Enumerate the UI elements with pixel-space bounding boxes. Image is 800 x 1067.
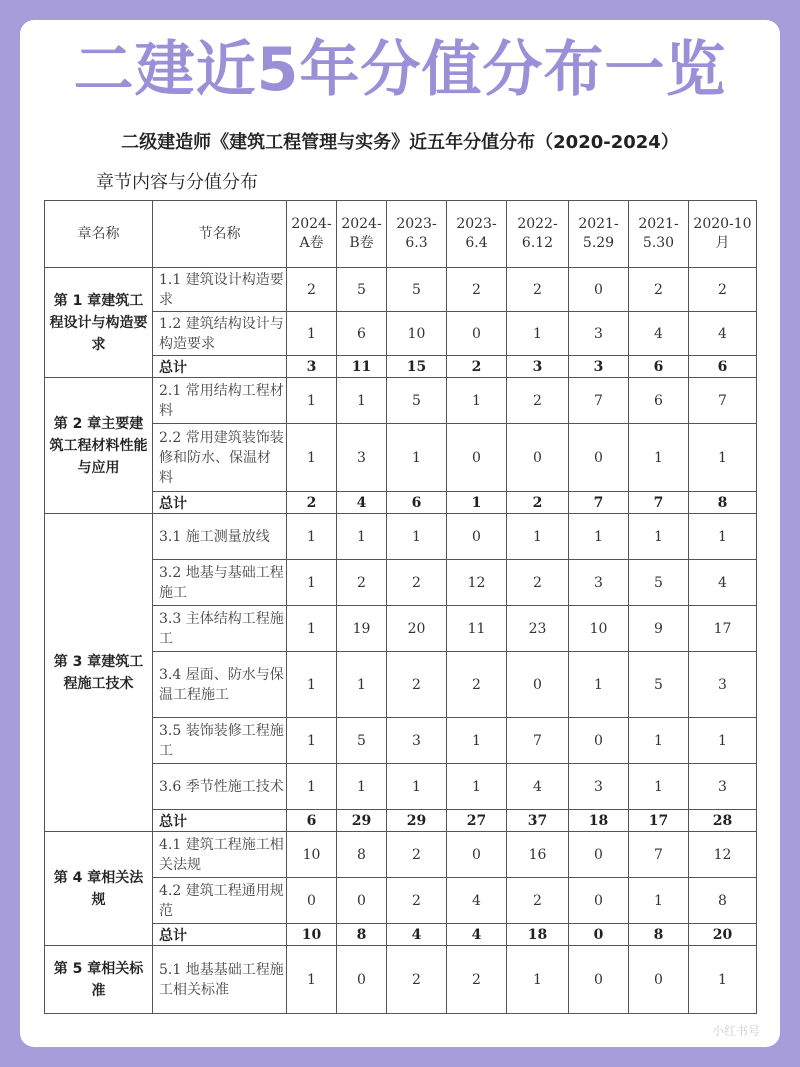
score-cell: 2 xyxy=(689,268,757,312)
score-cell: 2 xyxy=(387,946,447,1014)
score-cell: 0 xyxy=(507,424,569,492)
score-cell: 4 xyxy=(689,560,757,606)
score-cell: 1 xyxy=(689,424,757,492)
total-cell: 4 xyxy=(387,924,447,946)
total-cell: 8 xyxy=(629,924,689,946)
score-cell: 3 xyxy=(387,718,447,764)
score-cell: 5 xyxy=(629,652,689,718)
score-cell: 1 xyxy=(629,514,689,560)
score-cell: 0 xyxy=(447,832,507,878)
chapter-name: 第 1 章建筑工程设计与构造要求 xyxy=(45,268,153,378)
total-cell: 18 xyxy=(569,810,629,832)
score-cell: 2 xyxy=(387,652,447,718)
total-cell: 6 xyxy=(689,356,757,378)
chapter-name: 第 4 章相关法规 xyxy=(45,832,153,946)
total-cell: 29 xyxy=(387,810,447,832)
section-name: 4.2 建筑工程通用规范 xyxy=(153,878,287,924)
score-cell: 2 xyxy=(507,378,569,424)
score-cell: 7 xyxy=(507,718,569,764)
total-cell: 7 xyxy=(629,492,689,514)
total-label: 总计 xyxy=(153,924,287,946)
score-cell: 2 xyxy=(447,652,507,718)
table-subtitle: 二级建造师《建筑工程管理与实务》近五年分值分布（2020-2024） xyxy=(121,132,679,153)
score-cell: 1 xyxy=(689,946,757,1014)
score-cell: 1 xyxy=(507,514,569,560)
total-cell: 11 xyxy=(337,356,387,378)
total-cell: 3 xyxy=(507,356,569,378)
score-cell: 10 xyxy=(287,832,337,878)
total-cell: 8 xyxy=(689,492,757,514)
score-cell: 4 xyxy=(629,312,689,356)
score-cell: 6 xyxy=(629,378,689,424)
table-row xyxy=(45,378,757,424)
score-cell: 1 xyxy=(447,764,507,810)
header-year: 2020-10月 xyxy=(689,201,757,268)
chapter-name: 第 5 章相关标准 xyxy=(45,946,153,1014)
chapter-name: 第 3 章建筑工程施工技术 xyxy=(45,514,153,832)
section-name: 3.3 主体结构工程施工 xyxy=(153,606,287,652)
score-cell: 0 xyxy=(629,946,689,1014)
header-year: 2024-B卷 xyxy=(337,201,387,268)
section-name: 1.1 建筑设计构造要求 xyxy=(153,268,287,312)
score-cell: 0 xyxy=(447,424,507,492)
table-row xyxy=(45,268,757,312)
score-cell: 12 xyxy=(689,832,757,878)
total-cell: 0 xyxy=(569,924,629,946)
score-cell: 3 xyxy=(689,652,757,718)
score-cell: 1 xyxy=(287,764,337,810)
total-cell: 29 xyxy=(337,810,387,832)
score-cell: 1 xyxy=(287,312,337,356)
section-name: 2.1 常用结构工程材料 xyxy=(153,378,287,424)
score-cell: 1 xyxy=(287,718,337,764)
score-cell: 1 xyxy=(507,946,569,1014)
score-cell: 3 xyxy=(569,764,629,810)
score-cell: 1 xyxy=(447,378,507,424)
score-cell: 0 xyxy=(569,878,629,924)
score-cell: 2 xyxy=(507,560,569,606)
score-cell: 17 xyxy=(689,606,757,652)
score-cell: 0 xyxy=(569,832,629,878)
score-cell: 0 xyxy=(337,878,387,924)
score-cell: 1 xyxy=(447,718,507,764)
score-cell: 7 xyxy=(629,832,689,878)
score-cell: 2 xyxy=(507,268,569,312)
score-cell: 1 xyxy=(337,514,387,560)
score-cell: 2 xyxy=(447,268,507,312)
score-cell: 12 xyxy=(447,560,507,606)
score-cell: 11 xyxy=(447,606,507,652)
score-cell: 20 xyxy=(387,606,447,652)
section-name: 3.4 屋面、防水与保温工程施工 xyxy=(153,652,287,718)
score-cell: 1 xyxy=(507,312,569,356)
score-cell: 0 xyxy=(447,312,507,356)
section-name: 3.5 装饰装修工程施工 xyxy=(153,718,287,764)
total-cell: 7 xyxy=(569,492,629,514)
score-cell: 0 xyxy=(447,514,507,560)
score-cell: 23 xyxy=(507,606,569,652)
score-cell: 19 xyxy=(337,606,387,652)
score-cell: 1 xyxy=(287,424,337,492)
score-cell: 4 xyxy=(447,878,507,924)
score-cell: 1 xyxy=(287,652,337,718)
header-year: 2023-6.3 xyxy=(387,201,447,268)
score-cell: 2 xyxy=(447,946,507,1014)
watermark: 小红书号 xyxy=(711,1024,760,1038)
score-cell: 1 xyxy=(287,514,337,560)
score-cell: 2 xyxy=(387,560,447,606)
score-cell: 5 xyxy=(337,268,387,312)
total-cell: 15 xyxy=(387,356,447,378)
score-cell: 2 xyxy=(287,268,337,312)
score-cell: 1 xyxy=(287,606,337,652)
score-cell: 7 xyxy=(689,378,757,424)
score-cell: 0 xyxy=(569,268,629,312)
total-cell: 6 xyxy=(629,356,689,378)
total-cell: 2 xyxy=(447,356,507,378)
score-cell: 1 xyxy=(387,764,447,810)
score-cell: 0 xyxy=(337,946,387,1014)
score-cell: 0 xyxy=(569,946,629,1014)
score-cell: 16 xyxy=(507,832,569,878)
score-cell: 4 xyxy=(507,764,569,810)
total-cell: 18 xyxy=(507,924,569,946)
total-cell: 27 xyxy=(447,810,507,832)
header-year: 2023-6.4 xyxy=(447,201,507,268)
section-name: 1.2 建筑结构设计与构造要求 xyxy=(153,312,287,356)
score-cell: 2 xyxy=(387,832,447,878)
score-cell: 10 xyxy=(387,312,447,356)
total-cell: 10 xyxy=(287,924,337,946)
score-cell: 2 xyxy=(387,878,447,924)
header-year: 2024-A卷 xyxy=(287,201,337,268)
score-cell: 5 xyxy=(337,718,387,764)
section-label: 章节内容与分值分布 xyxy=(96,172,258,193)
score-cell: 3 xyxy=(689,764,757,810)
section-name: 4.1 建筑工程施工相关法规 xyxy=(153,832,287,878)
score-cell: 3 xyxy=(569,560,629,606)
score-cell: 1 xyxy=(387,514,447,560)
section-name: 3.2 地基与基础工程施工 xyxy=(153,560,287,606)
score-cell: 1 xyxy=(629,878,689,924)
header-section: 节名称 xyxy=(153,201,287,268)
total-cell: 6 xyxy=(287,810,337,832)
score-cell: 1 xyxy=(689,514,757,560)
score-cell: 1 xyxy=(569,514,629,560)
score-cell: 6 xyxy=(337,312,387,356)
banner-title: 二建近5年分值分布一览 xyxy=(73,35,727,105)
score-cell: 3 xyxy=(569,312,629,356)
score-cell: 1 xyxy=(287,946,337,1014)
total-cell: 4 xyxy=(447,924,507,946)
score-cell: 7 xyxy=(569,378,629,424)
total-cell: 3 xyxy=(287,356,337,378)
total-label: 总计 xyxy=(153,492,287,514)
score-cell: 2 xyxy=(629,268,689,312)
score-cell: 9 xyxy=(629,606,689,652)
score-cell: 2 xyxy=(507,878,569,924)
chapter-name: 第 2 章主要建筑工程材料性能与应用 xyxy=(45,378,153,514)
score-cell: 5 xyxy=(387,378,447,424)
header-row xyxy=(45,201,757,268)
score-table xyxy=(44,200,757,1014)
header-chapter: 章名称 xyxy=(45,201,153,268)
score-cell: 1 xyxy=(287,378,337,424)
header-year: 2021-5.29 xyxy=(569,201,629,268)
section-name: 3.6 季节性施工技术 xyxy=(153,764,287,810)
score-cell: 1 xyxy=(337,378,387,424)
score-cell: 5 xyxy=(387,268,447,312)
score-cell: 0 xyxy=(569,424,629,492)
total-cell: 2 xyxy=(507,492,569,514)
score-cell: 5 xyxy=(629,560,689,606)
total-cell: 28 xyxy=(689,810,757,832)
total-cell: 2 xyxy=(287,492,337,514)
total-cell: 1 xyxy=(447,492,507,514)
score-cell: 1 xyxy=(629,764,689,810)
score-cell: 1 xyxy=(337,652,387,718)
total-label: 总计 xyxy=(153,356,287,378)
score-cell: 0 xyxy=(507,652,569,718)
table-row xyxy=(45,946,757,1014)
table-row xyxy=(45,514,757,560)
score-cell: 1 xyxy=(689,718,757,764)
score-cell: 1 xyxy=(387,424,447,492)
score-cell: 3 xyxy=(337,424,387,492)
score-cell: 1 xyxy=(337,764,387,810)
total-cell: 6 xyxy=(387,492,447,514)
score-cell: 1 xyxy=(629,424,689,492)
content-card xyxy=(20,20,780,1047)
score-cell: 0 xyxy=(569,718,629,764)
total-cell: 17 xyxy=(629,810,689,832)
total-cell: 8 xyxy=(337,924,387,946)
total-cell: 37 xyxy=(507,810,569,832)
section-name: 5.1 地基基础工程施工相关标准 xyxy=(153,946,287,1014)
score-cell: 1 xyxy=(629,718,689,764)
section-name: 2.2 常用建筑装饰装修和防水、保温材料 xyxy=(153,424,287,492)
score-cell: 1 xyxy=(569,652,629,718)
score-cell: 8 xyxy=(689,878,757,924)
header-year: 2021-5.30 xyxy=(629,201,689,268)
total-cell: 4 xyxy=(337,492,387,514)
table-row xyxy=(45,832,757,878)
section-name: 3.1 施工测量放线 xyxy=(153,514,287,560)
score-cell: 4 xyxy=(689,312,757,356)
score-cell: 1 xyxy=(287,560,337,606)
total-cell: 20 xyxy=(689,924,757,946)
score-cell: 8 xyxy=(337,832,387,878)
total-label: 总计 xyxy=(153,810,287,832)
score-cell: 10 xyxy=(569,606,629,652)
header-year: 2022-6.12 xyxy=(507,201,569,268)
score-cell: 2 xyxy=(337,560,387,606)
total-cell: 3 xyxy=(569,356,629,378)
score-cell: 0 xyxy=(287,878,337,924)
